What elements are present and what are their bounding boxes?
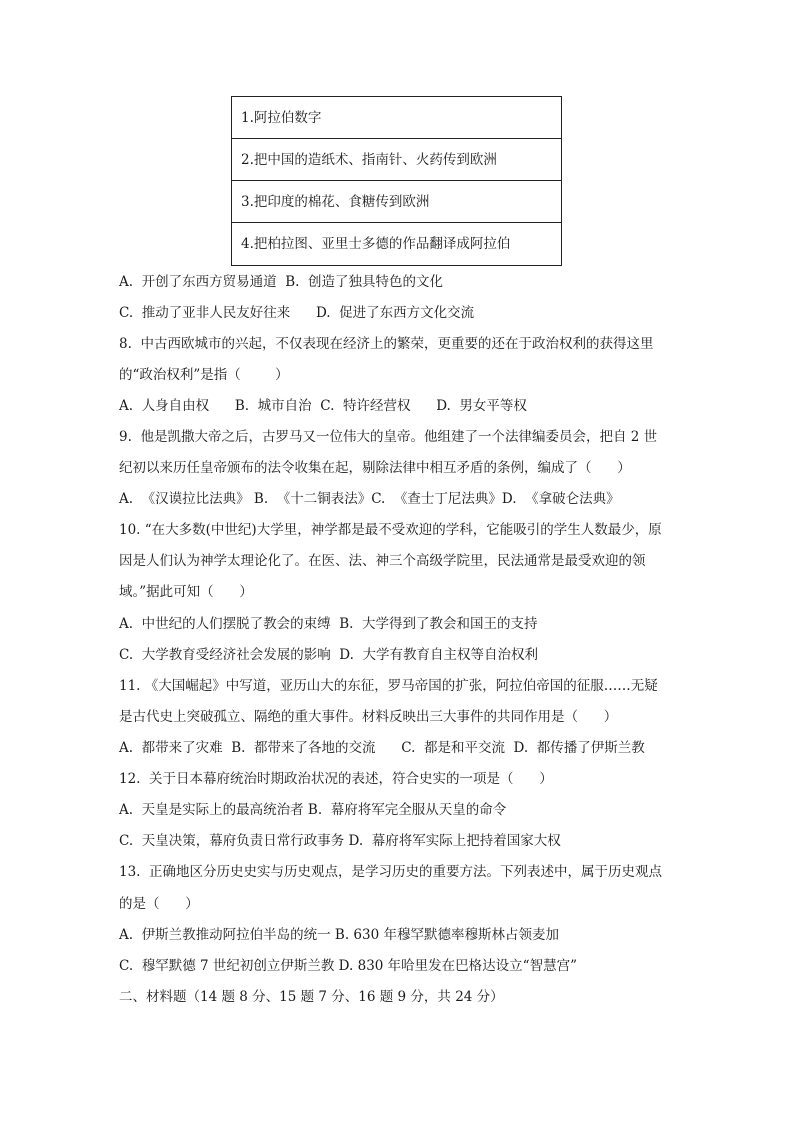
- contributions-table: [231, 96, 562, 266]
- q11-stem-line2: 是古代史上突破孤立、隔绝的重大事件。材料反映出三大事件的共同作用是（ ）: [119, 709, 618, 725]
- q13-stem-line1: 13. 正确地区分历史史实与历史观点，是学习历史的重要方法。下列表述中，属于历史观点: [119, 864, 663, 880]
- q12-options-ab: A. 天皇是实际上的最高统治者 B. 幕府将军完全服从天皇的命令: [119, 802, 507, 818]
- q10-options-cd: C. 大学教育受经济社会发展的影响 D. 大学有教育自主权等自治权利: [119, 647, 539, 663]
- q11-options: A. 都带来了灾难 B. 都带来了各地的交流 C. 都是和平交流 D. 都传播了伊斯兰教: [119, 740, 645, 756]
- q10-options-ab: A. 中世纪的人们摆脱了教会的束缚 B. 大学得到了教会和国王的支持: [119, 616, 538, 632]
- q7-options-ab: A. 开创了东西方贸易通道 B. 创造了独具特色的文化: [119, 274, 443, 290]
- section-heading: 二、材料题（14 题 8 分、15 题 7 分、16 题 9 分，共 24 分）: [119, 989, 504, 1005]
- table-row: 2.把中国的造纸术、指南针、火药传到欧洲: [232, 139, 561, 181]
- q12-stem: 12. 关于日本幕府统治时期政治状况的表述，符合史实的一项是（ ）: [119, 771, 553, 787]
- q7-options-cd: C. 推动了亚非人民友好往来 D. 促进了东西方文化交流: [119, 305, 475, 321]
- table-row: 4.把柏拉图、亚里士多德的作品翻译成阿拉伯: [241, 236, 511, 252]
- q10-stem-line3: 域。”据此可知（ ）: [119, 584, 253, 600]
- q13-stem-line2: 的是（ ）: [119, 896, 199, 912]
- q8-options: A. 人身自由权 B. 城市自治 C. 特许经营权 D. 男女平等权: [119, 398, 527, 414]
- q9-stem-line1: 9. 他是凯撒大帝之后，古罗马又一位伟大的皇帝。他组建了一个法律编委员会，把自 2 世: [119, 429, 658, 445]
- q8-stem-line2: 的“政治权利”是指（ ）: [119, 367, 289, 383]
- table-row: 1.阿拉伯数字: [232, 97, 561, 139]
- q8-stem-line1: 8. 中古西欧城市的兴起，不仅表现在经济上的繁荣，更重要的还在于政治权利的获得这里: [119, 336, 654, 352]
- q9-options: A. 《汉谟拉比法典》 B. 《十二铜表法》C. 《查士丁尼法典》D. 《拿破仑法典》: [119, 491, 620, 507]
- q12-options-cd: C. 天皇决策，幕府负责日常行政事务 D. 幕府将军实际上把持着国家大权: [119, 833, 561, 849]
- q11-stem-line1: 11. 《大国崛起》中写道，亚历山大的东征，罗马帝国的扩张，阿拉伯帝国的征服……无疑: [119, 678, 658, 694]
- table-row: 3.把印度的棉花、食糖传到欧洲: [232, 181, 561, 223]
- q9-stem-line2: 纪初以来历任皇帝颁布的法令收集在起，剔除法律中相互矛盾的条例，编成了（ ）: [119, 460, 631, 476]
- q10-stem-line2: 因是人们认为神学太理论化了。在医、法、神三个高级学院里，民法通常是最受欢迎的领: [119, 553, 646, 569]
- q10-stem-line1: 10. “在大多数(中世纪)大学里，神学都是最不受欢迎的学科，它能吸引的学生人数最少，原: [119, 522, 662, 538]
- q13-options-ab: A. 伊斯兰教推动阿拉伯半岛的统一 B. 630 年穆罕默德率穆斯林占领麦加: [119, 927, 559, 943]
- q13-options-cd: C. 穆罕默德 7 世纪初创立伊斯兰教 D. 830 年哈里发在巴格达设立“智慧宫”: [119, 958, 577, 974]
